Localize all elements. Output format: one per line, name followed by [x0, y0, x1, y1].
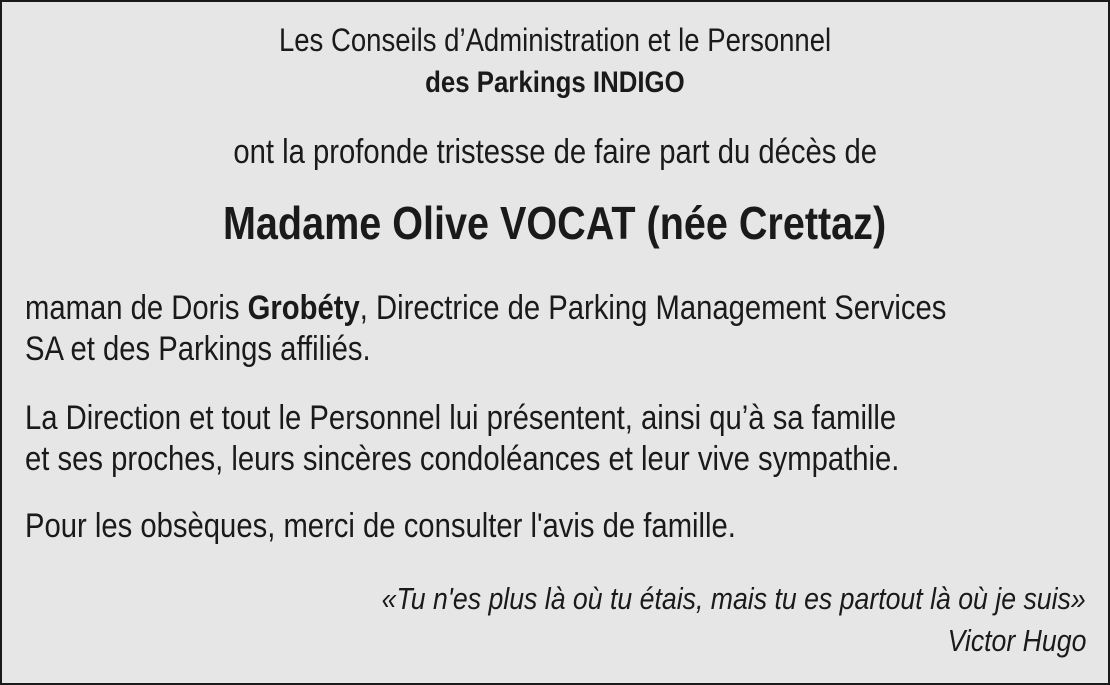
- paragraph-family-prefix: maman de Doris: [25, 289, 248, 327]
- paragraph-condolences-line-1: La Direction et tout le Personnel lui présentent, ainsi qu’à sa famille: [25, 399, 897, 437]
- paragraph-family-suffix: , Directrice de Parking Management Services: [359, 289, 947, 327]
- paragraph-family-line-2: SA et des Parkings affiliés.: [25, 330, 371, 368]
- quote-author-name: Victor Hugo: [947, 623, 1086, 658]
- header-line-2-text: des Parkings INDIGO: [425, 66, 685, 99]
- paragraph-funeral-text: Pour les obsèques, merci de consulter l'avis de famille.: [25, 507, 736, 545]
- quote-text-content: «Tu n'es plus là où tu étais, mais tu es partout là où je suis»: [381, 581, 1086, 616]
- quote-text: [2, 580, 1086, 618]
- paragraph-funeral: [25, 506, 1108, 547]
- header-line-1-text: Les Conseils d’Administration et le Personnel: [278, 22, 832, 58]
- header-line-2: [2, 64, 1108, 102]
- paragraph-family-line-1: [25, 288, 946, 329]
- header-line-1: [2, 20, 1108, 60]
- paragraph-family: [25, 288, 1108, 370]
- paragraph-condolences: [25, 398, 1108, 480]
- quote-author: [2, 622, 1086, 660]
- paragraph-condolences-line-2: et ses proches, leurs sincères condoléances et leur vive sympathie.: [25, 440, 900, 478]
- intro-line: [2, 131, 1108, 173]
- deceased-name: [2, 195, 1108, 251]
- deceased-name-text: Madame Olive VOCAT (née Crettaz): [223, 197, 887, 249]
- intro-text: ont la profonde tristesse de faire part du décès de: [233, 133, 877, 171]
- daughter-surname: Grobéty: [247, 289, 360, 327]
